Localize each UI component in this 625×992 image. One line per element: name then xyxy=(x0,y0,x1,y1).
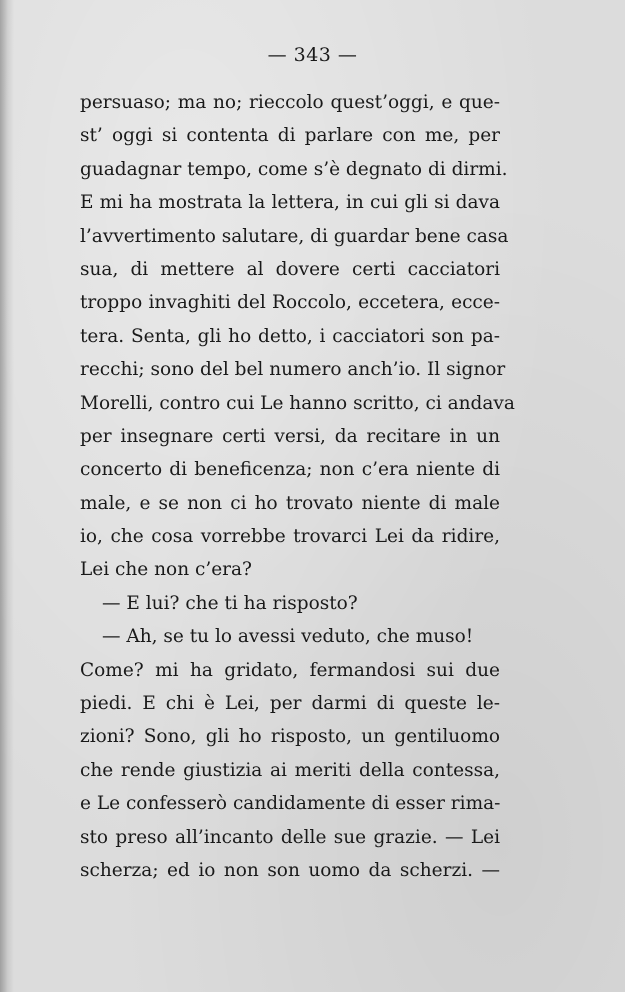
text-line: persuaso; ma no; rieccolo quest’oggi, e que- xyxy=(80,92,500,113)
text-line: io, che cosa vorrebbe trovarci Lei da ridire, xyxy=(80,526,500,548)
text-line: guadagnar tempo, come s’è degnato di dirmi. xyxy=(80,158,508,180)
dialogue-line: — E lui? che ti ha risposto? xyxy=(102,592,358,614)
text-line: recchi; sono del bel numero anch’io. Il signor xyxy=(80,359,506,381)
text-line: zioni? Sono, gli ho risposto, un gentiluomo xyxy=(80,726,500,748)
dialogue-line: — Ah, se tu lo avessi veduto, che muso! xyxy=(102,626,474,648)
text-line: Lei che non c’era? xyxy=(80,559,252,581)
text-line: per insegnare certi versi, da recitare in un xyxy=(80,425,500,447)
text-line: st’ oggi si contenta di parlare con me, per xyxy=(80,125,500,147)
text-line: tera. Senta, gli ho detto, i cacciatori son pa- xyxy=(80,325,500,347)
text-line: E mi ha mostrata la lettera, in cui gli si dava xyxy=(80,192,500,214)
spine-shadow xyxy=(0,0,14,992)
text-line: Morelli, contro cui Le hanno scritto, ci andava xyxy=(80,392,515,414)
text-line: l’avvertimento salutare, di guardar bene casa xyxy=(80,225,509,247)
text-line: scherza; ed io non son uomo da scherzi. — xyxy=(80,859,500,881)
text-line: e Le confesserò candidamente di esser rima- xyxy=(80,793,501,815)
text-line: sua, di mettere al dovere certi cacciatori xyxy=(80,258,500,280)
text-line: troppo invaghiti del Roccolo, eccetera, ecce- xyxy=(80,292,500,314)
text-line: sto preso all’incanto delle sue grazie. — Lei xyxy=(80,826,500,848)
text-line: concerto di beneficenza; non c’era niente di xyxy=(80,459,500,481)
text-line: male, e se non ci ho trovato niente di male xyxy=(80,492,500,514)
text-line: che rende giustizia ai meriti della contessa, xyxy=(80,759,500,781)
page-number: — 343 — xyxy=(267,44,358,66)
body-text xyxy=(80,86,515,887)
text-line: piedi. E chi è Lei, per darmi di queste le- xyxy=(80,693,500,715)
text-line: Come? mi ha gridato, fermandosi sui due xyxy=(80,659,500,681)
